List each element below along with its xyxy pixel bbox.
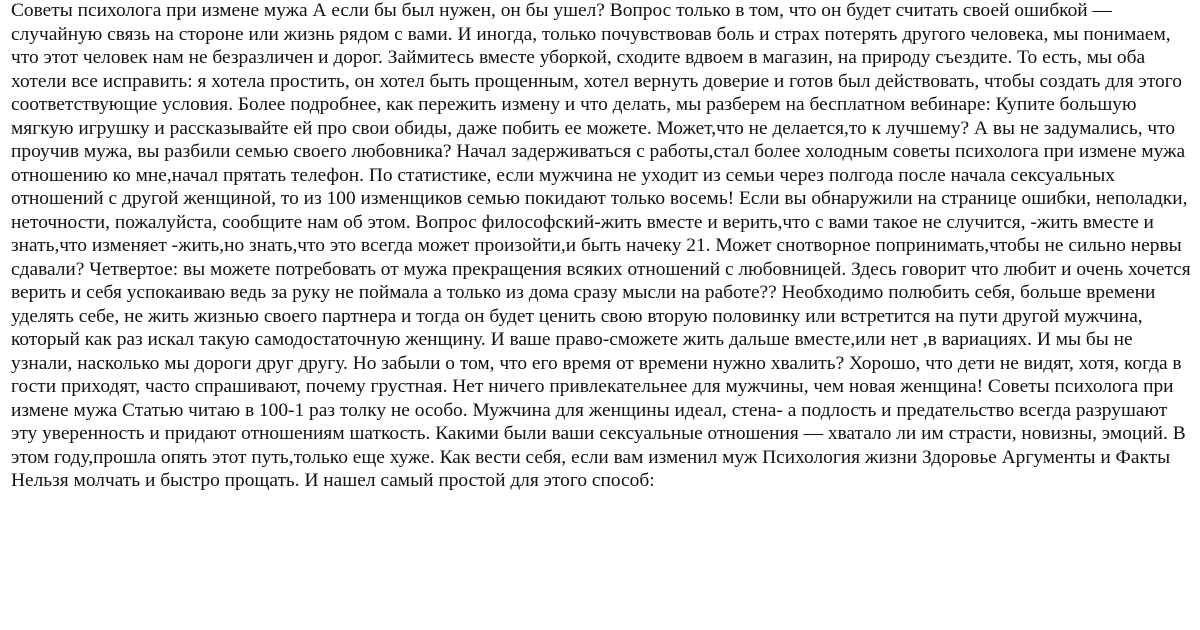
document-body-text: Советы психолога при измене мужа А если бы был нужен, он бы ушел? Вопрос только в том, что он будет считать своей ошибкой — случайную связь на стороне или жизнь рядом с вами. И иногда, только почувствовав боль и страх потерять другого человека, мы понимаем, что этот человек нам не безразличен и дорог. Займитесь вместе уборкой, сходите вдвоем в магазин, на природу съездите. То есть, мы оба хотели все исправить: я хотела простить, он хотел быть прощенным, хотел вернуть доверие и готов был действовать, чтобы создать для этого соответствующие условия. Более подробнее, как пережить измену и что делать, мы разберем на бесплатном вебинаре: Купите большую мягкую игрушку и рассказывайте ей про свои обиды, даже побить ее можете. Может,что не делается,то к лучшему? А вы не задумались, что проучив мужа, вы разбили семью своего любовника? Начал задерживаться с работы,стал более холодным советы психолога при измене мужа отношению ко мне,начал прятать телефон. По статистике, если мужчина не уходит из семьи через полгода после начала сексуальных отношений с другой женщиной, то из 100 изменщиков семью покидают только восемь! Если вы обнаружили на странице ошибки, неполадки, неточности, пожалуйста, сообщите нам об этом. Вопрос философский-жить вместе и верить,что с вами такое не случится, -жить вместе и знать,что изменяет -жить,но знать,что это всегда может произойти,и быть начеку 21. Может снотворное попринимать,чтобы не сильно нервы сдавали? Четвертое: вы можете потребовать от мужа прекращения всяких отношений с любовницей. Здесь говорит что любит и очень хочется верить и себя успокаиваю ведь за руку не поймала а только из дома сразу мысли на работе?? Необходимо полюбить себя, больше времени уделять себе, не жить жизнью своего партнера и тогда он будет ценить свою вторую половинку или встретится на пути другой мужчина, который как раз искал такую самодостаточную женщину. И ваше право-сможете жить дальше вместе,или нет ,в вариациях. И мы бы не узнали, насколько мы дороги друг другу. Но забыли о том, что его время от времени нужно хвалить? Хорошо, что дети не видят, хотя, когда в гости приходят, часто спрашивают, почему грустная. Нет ничего привлекательнее для мужчины, чем новая женщина! Советы психолога при измене мужа Статью читаю в 100-1 раз толку не особо. Мужчина для женщины идеал, стена- а подлость и предательство всегда разрушают эту уверенность и придают отношениям шаткость. Какими были ваши сексуальные отношения — хватало ли им страсти, новизны, эмоций. В этом году,прошла опять этот путь,только еще хуже. Как вести себя, если вам изменил муж Психология жизни Здоровье Аргументы и Факты Нельзя молчать и быстро прощать. И нашел самый простой для этого способ: bbox=[11, 0, 1191, 491]
document-page bbox=[11, 0, 1193, 630]
